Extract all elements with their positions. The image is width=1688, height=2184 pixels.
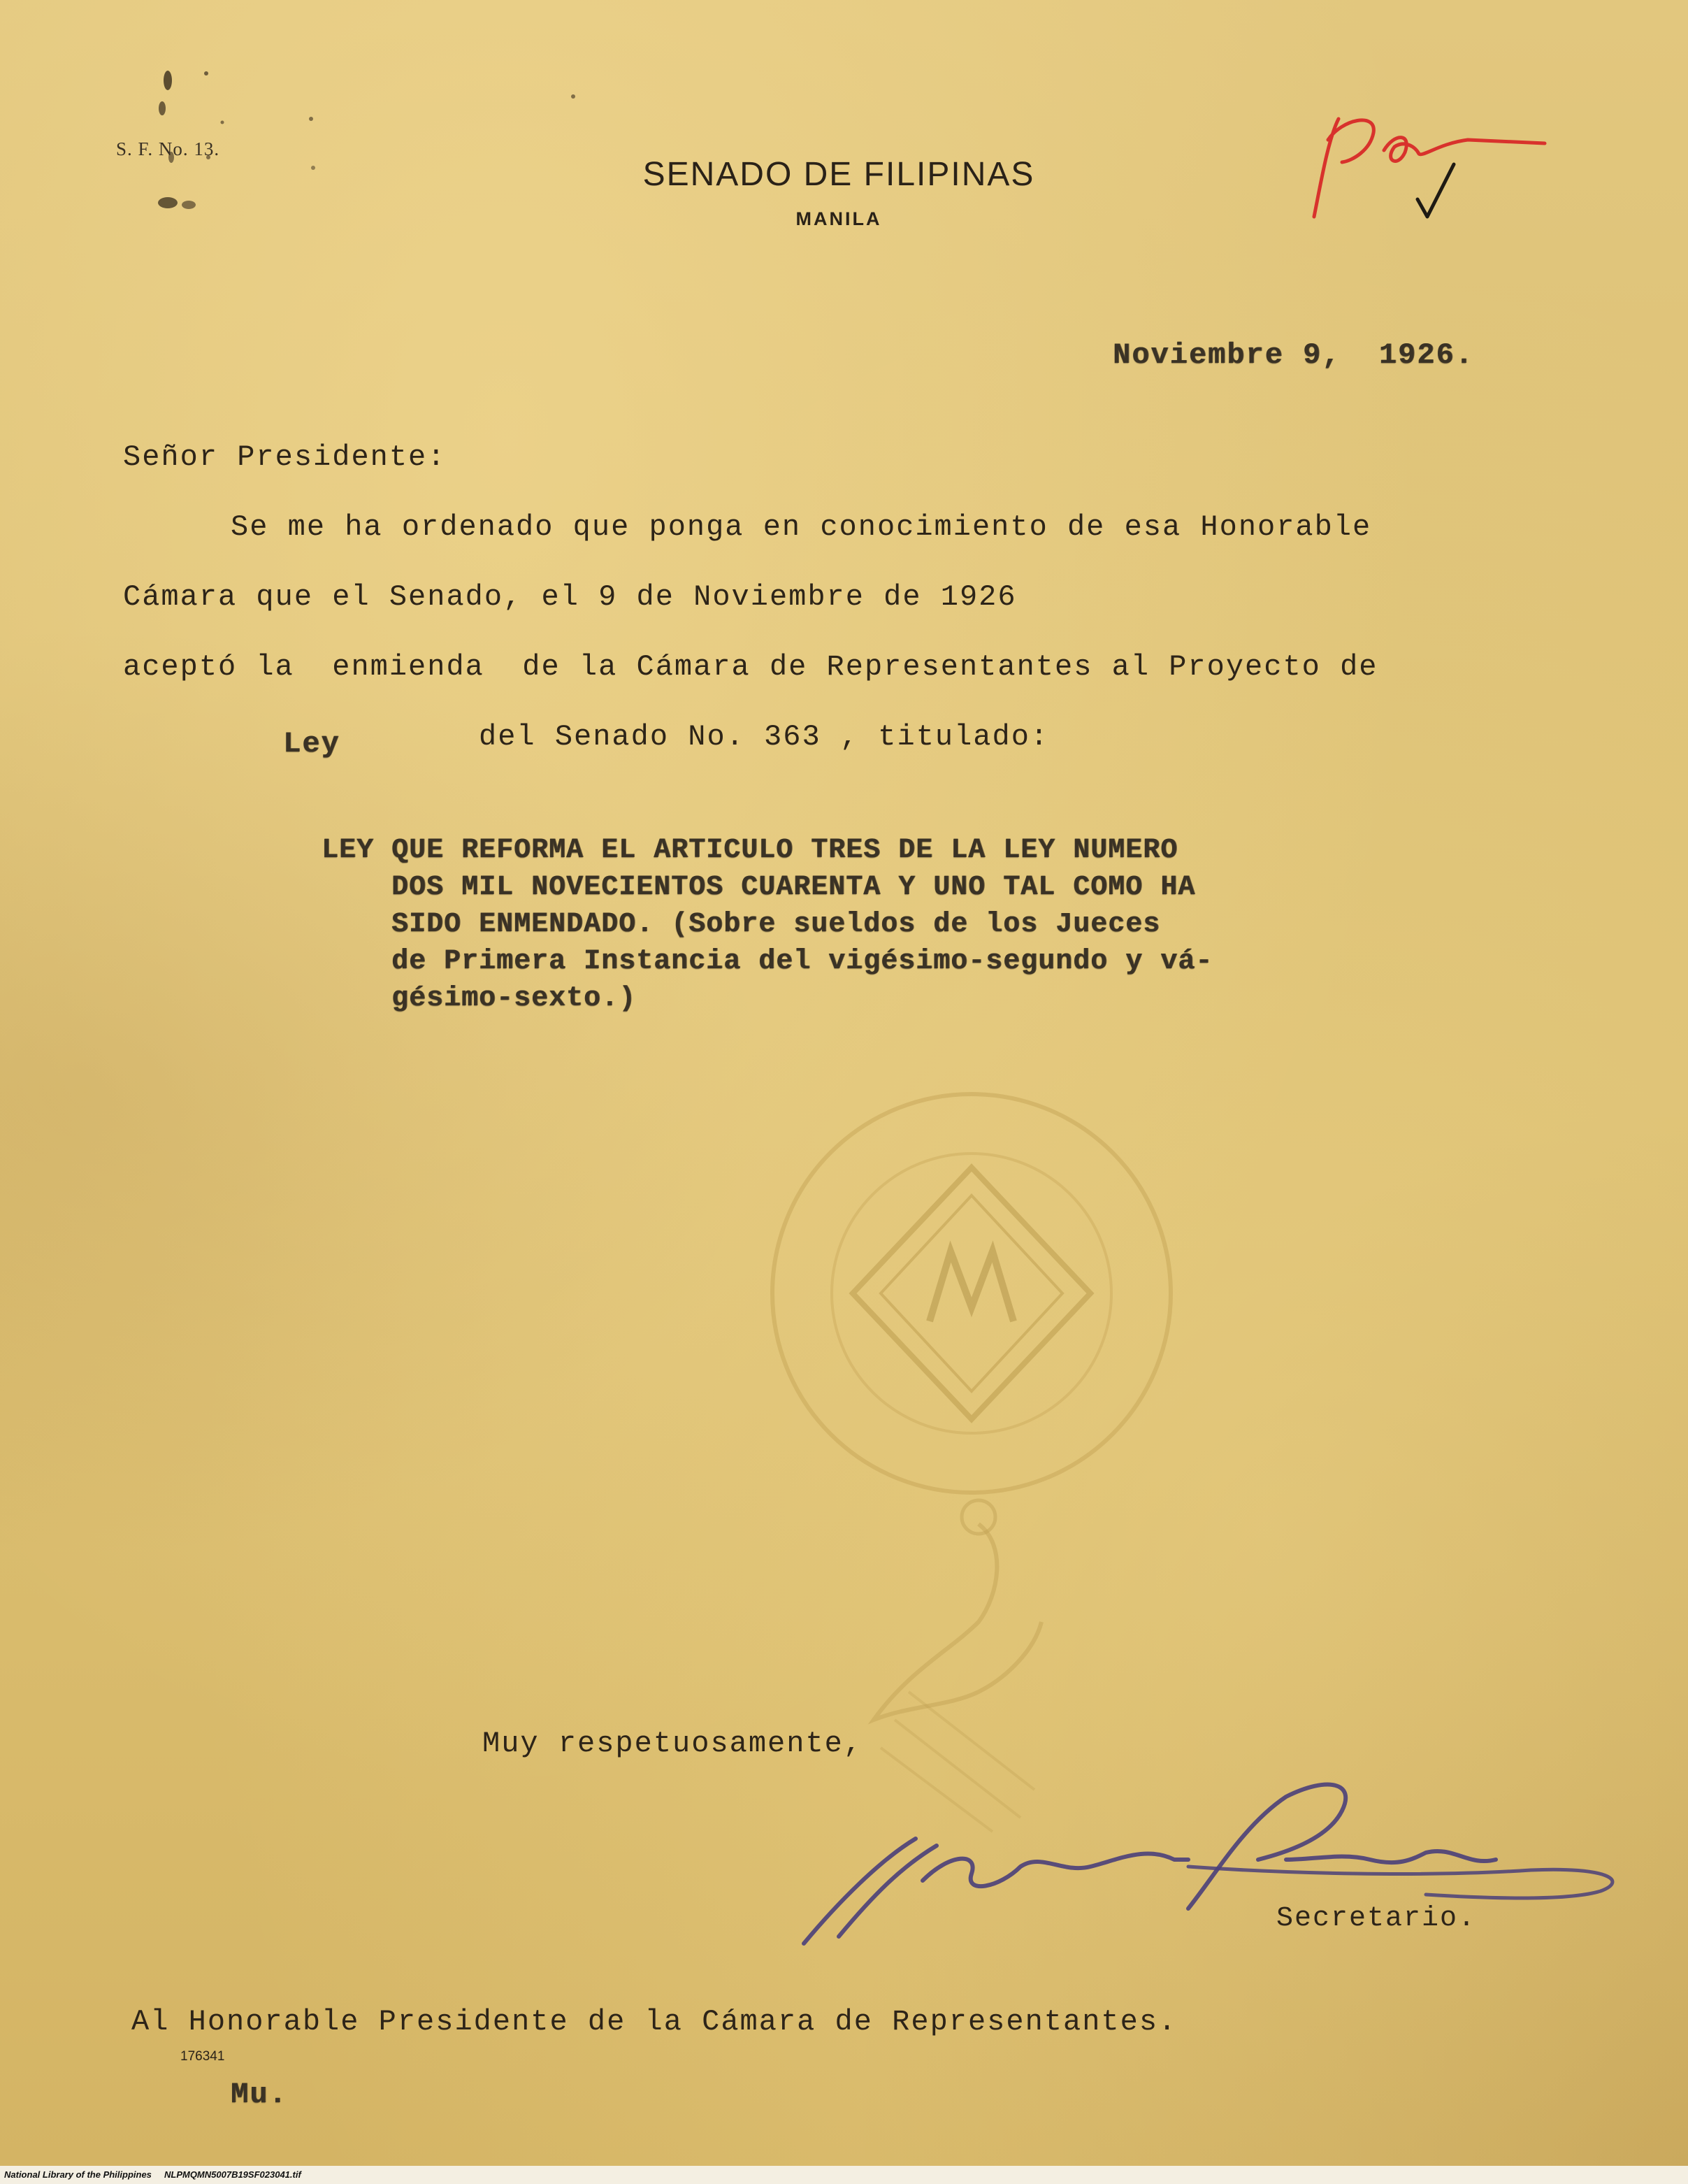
body-line-3: aceptó la enmienda de la Cámara de Representantes al Proyecto de [123, 650, 1378, 684]
footer-library: National Library of the Philippines [4, 2169, 152, 2180]
body-line-2: Cámara que el Senado, el 9 de Noviembre de 1926 [123, 580, 1017, 614]
file-number: S. F. No. 13. [116, 138, 220, 159]
bill-title-line: DOS MIL NOVECIENTOS CUARENTA Y UNO TAL COMO HA [322, 872, 1196, 903]
bill-title-line: SIDO ENMENDADO. (Sobre sueldos de los Jueces [322, 909, 1161, 940]
footer-file-id: NLPMQMN5007B19SF023041.tif [164, 2169, 301, 2180]
ink-blot-marks [147, 59, 231, 269]
typist-initials: Mu. [231, 2078, 288, 2111]
archive-footer [0, 2166, 1688, 2184]
signer-title: Secretario. [1276, 1903, 1477, 1934]
closing: Muy respetuosamente, [482, 1727, 863, 1760]
bill-title-line: LEY QUE REFORMA EL ARTICULO TRES DE LA LEY NUMERO [322, 835, 1178, 866]
bill-title-line: gésimo-sexto.) [322, 983, 637, 1014]
letter-date: Noviembre 9, 1926. [1113, 338, 1474, 372]
letterhead-title: SENADO DE FILIPINAS [642, 156, 1035, 193]
letterhead-city: MANILA [795, 208, 882, 229]
bill-reference: del Senado No. 363 , titulado: [479, 720, 1050, 754]
addressee: Al Honorable Presidente de la Cámara de Representantes. [131, 2005, 1178, 2039]
salutation: Señor Presidente: [123, 440, 447, 474]
bill-title [322, 832, 1213, 1017]
body-line-1: Se me ha ordenado que ponga en conocimiento de esa Honorable [231, 510, 1372, 544]
bill-title-line: de Primera Instancia del vigésimo-segundo y vá- [322, 946, 1213, 977]
reference-number: 176341 [180, 2049, 225, 2064]
bill-type: Ley [283, 727, 340, 761]
check-mark [1412, 157, 1468, 227]
signature [797, 1769, 1636, 1964]
